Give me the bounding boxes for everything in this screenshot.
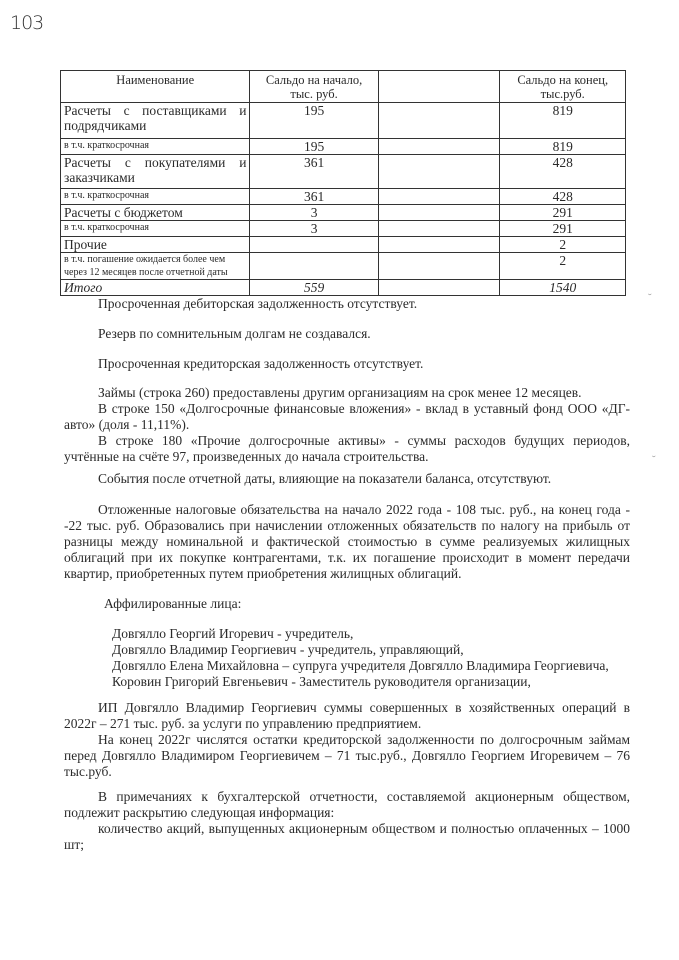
row-end: 428 [500,155,626,189]
affiliate-item: Коровин Григорий Евгеньевич - Заместитель руководителя организации, [112,674,531,689]
table-row [61,237,626,253]
row-end: 2 [500,237,626,253]
header-empty [378,71,500,103]
paragraph-overdue-payables [64,356,630,372]
row-end: 291 [500,205,626,221]
row-name: Расчеты с бюджетом [61,205,250,221]
row-middle [378,139,500,155]
paragraph-deferred-tax [64,502,630,582]
table-row [61,253,626,280]
paragraph-events [64,471,630,487]
text-jsc-notes: В примечаниях к бухгалтерской отчетности, составляемой акционерным обществом, подлежит раскрытию следующая информация: [64,789,630,820]
total-end: 1540 [500,280,626,296]
row-start: 3 [250,205,378,221]
header-name: Наименование [61,71,250,103]
table-row [61,155,626,189]
text-line-180: В строке 180 «Прочие долгосрочные активы» - суммы расходов будущих периодов, учтённые на счёте 97, произведенных до начала строительства. [64,433,630,464]
row-end: 2 [500,253,626,280]
affiliate-item: Довгялло Владимир Георгиевич - учредитель, управляющий, [112,642,464,657]
row-start [250,237,378,253]
row-name: в т.ч. краткосрочная [61,221,250,237]
affiliate-item: Довгялло Елена Михайловна – супруга учредителя Довгялло Владимира Георгиевича, [112,658,609,673]
text-events: События после отчетной даты, влияющие на показатели баланса, отсутствуют. [98,471,552,486]
affiliates-list [64,626,630,690]
affiliates-heading: Аффилированные лица: [104,596,242,611]
table-row [61,103,626,139]
paragraph-related-transactions [64,700,630,780]
text-deferred-tax: Отложенные налоговые обязательства на начало 2022 года - 108 тыс. руб., на конец года - -22 тыс. руб. Образовались при начислении отложенных обязательств по налогу на прибыль от разницы между номинальной и фактической стоимостью в сумме реализуемых жилищных облигаций при их покупке контрагентами, т.к. их погашение происходит в момент передачи квартир, приобретенных путем приобретения жилищных облигаций. [64,502,630,581]
table-row [61,205,626,221]
row-name: Прочие [61,237,250,253]
total-middle [378,280,500,296]
row-start: 195 [250,139,378,155]
table-row [61,221,626,237]
header-balance-start: Сальдо на начало, тыс. руб. [250,71,378,103]
row-name: Расчеты с покупателями и заказчиками [61,155,250,189]
paragraph-overdue-receivables [64,296,630,312]
table-row [61,189,626,205]
table-row [61,139,626,155]
paragraph-reserve [64,326,630,342]
row-middle [378,205,500,221]
handwritten-page-number: 103 [10,12,44,34]
text-loans: Займы (строка 260) предоставлены другим организациям на срок менее 12 месяцев. [98,385,582,400]
table-total-row [61,280,626,296]
affiliates-heading-block [64,596,630,612]
row-end: 819 [500,139,626,155]
row-start: 195 [250,103,378,139]
total-label: Итого [61,280,250,296]
text-reserve: Резерв по сомнительным долгам не создавался. [98,326,371,341]
row-start: 361 [250,155,378,189]
row-end: 819 [500,103,626,139]
text-overdue-receivables: Просроченная дебиторская задолженность отсутствует. [98,296,418,311]
paragraph-jsc-notes [64,789,630,853]
text-shares: количество акций, выпущенных акционерным обществом и полностью оплаченных – 1000 шт; [64,821,630,852]
row-name: в т.ч. краткосрочная [61,189,250,205]
text-overdue-payables: Просроченная кредиторская задолженность отсутствует. [98,356,424,371]
row-start [250,253,378,280]
row-name: в т.ч. краткосрочная [61,139,250,155]
affiliate-item: Довгялло Георгий Игоревич - учредитель, [112,626,354,641]
row-middle [378,155,500,189]
text-payables-end: На конец 2022г числятся остатки кредиторской задолженности по долгосрочным займам перед Довгялло Владимиром Георгиевичем – 71 тыс.руб., Довгялло Георгием Игоревичем – 76 тыс.руб. [64,732,630,779]
row-middle [378,189,500,205]
row-middle [378,103,500,139]
text-ip-transactions: ИП Довгялло Владимир Георгиевич суммы совершенных в хозяйственных операций в 2022г – 271 тыс. руб. за услуги по управлению предприятием. [64,700,630,731]
receivables-payables-table [60,70,626,296]
scan-mark: ˘ [648,292,652,304]
row-end: 428 [500,189,626,205]
scan-mark: ˘ [652,454,656,466]
row-middle [378,221,500,237]
row-end: 291 [500,221,626,237]
row-name: в т.ч. погашение ожидается более чем через 12 месяцев после отчетной даты [61,253,250,280]
paragraph-loans-block [64,385,630,465]
row-start: 3 [250,221,378,237]
text-line-150: В строке 150 «Долгосрочные финансовые вложения» - вклад в уставный фонд ООО «ДГ-авто» (доля - 11,11%). [64,401,630,432]
table-header-row [61,71,626,103]
row-middle [378,237,500,253]
row-name: Расчеты с поставщиками и подрядчиками [61,103,250,139]
row-middle [378,253,500,280]
total-start: 559 [250,280,378,296]
row-start: 361 [250,189,378,205]
header-balance-end: Сальдо на конец, тыс.руб. [500,71,626,103]
